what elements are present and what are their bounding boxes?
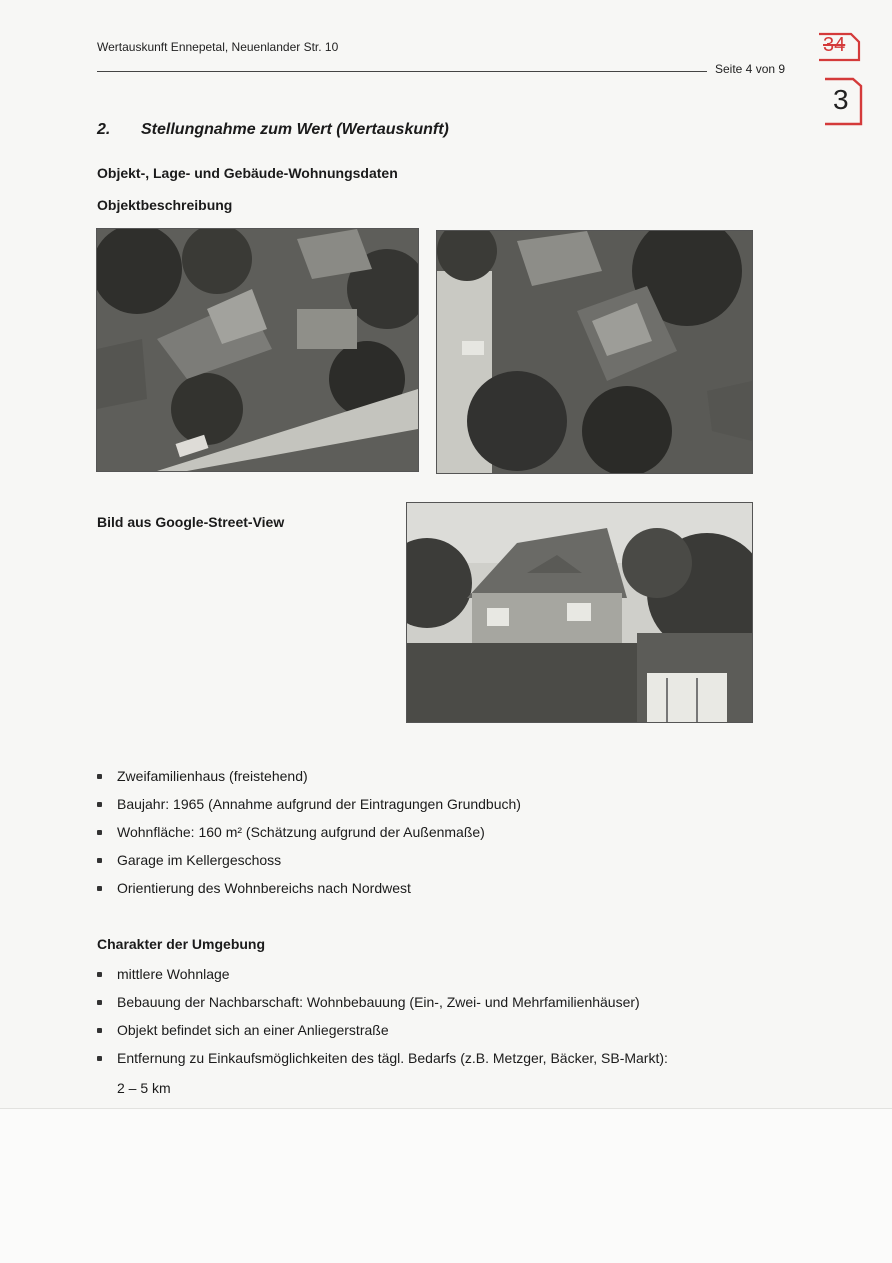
surroundings-list	[97, 964, 668, 1076]
page-bottom-margin	[0, 1108, 892, 1263]
bullet-icon	[97, 858, 102, 863]
bullet-icon	[97, 774, 102, 779]
list-item: Wohnfläche: 160 m² (Schätzung aufgrund der Außenmaße)	[97, 822, 521, 850]
aerial-photo-right	[436, 230, 753, 474]
page-stamp-new-number: 3	[833, 84, 849, 115]
bullet-icon	[97, 972, 102, 977]
bullet-icon	[97, 830, 102, 835]
bullet-icon	[97, 886, 102, 891]
subheading-objekt-daten: Objekt-, Lage- und Gebäude-Wohnungsdaten	[97, 165, 398, 181]
page-stamp-old-number: 34	[823, 34, 846, 56]
bullet-icon	[97, 1028, 102, 1033]
page-number: Seite 4 von 9	[715, 62, 786, 76]
list-item: Objekt befindet sich an einer Anliegerstraße	[97, 1020, 668, 1048]
list-item: Entfernung zu Einkaufsmöglichkeiten des tägl. Bedarfs (z.B. Metzger, Bäcker, SB-Markt):	[97, 1048, 668, 1076]
subheading-objektbeschreibung: Objektbeschreibung	[97, 197, 233, 213]
section-number: 2.	[97, 121, 111, 138]
bullet-icon	[97, 802, 102, 807]
bullet-icon	[97, 1000, 102, 1005]
list-item: Bebauung der Nachbarschaft: Wohnbebauung (Ein-, Zwei- und Mehrfamilienhäuser)	[97, 992, 668, 1020]
aerial-photo-left	[96, 228, 419, 472]
subheading-umgebung: Charakter der Umgebung	[97, 936, 266, 952]
bullet-icon	[97, 1056, 102, 1061]
distance-value: 2 – 5 km	[117, 1080, 171, 1096]
building-facts-list	[97, 766, 521, 906]
list-item: mittlere Wohnlage	[97, 964, 668, 992]
list-item: Zweifamilienhaus (freistehend)	[97, 766, 521, 794]
street-view-photo	[406, 502, 753, 723]
street-view-label: Bild aus Google-Street-View	[97, 514, 285, 530]
header-divider	[97, 71, 707, 72]
list-item: Baujahr: 1965 (Annahme aufgrund der Eintragungen Grundbuch)	[97, 794, 521, 822]
list-item: Garage im Kellergeschoss	[97, 850, 521, 878]
list-item: Orientierung des Wohnbereichs nach Nordwest	[97, 878, 521, 906]
section-title: Stellungnahme zum Wert (Wertauskunft)	[141, 121, 449, 138]
page-header-title: Wertauskunft Ennepetal, Neuenlander Str. 10	[97, 40, 339, 54]
